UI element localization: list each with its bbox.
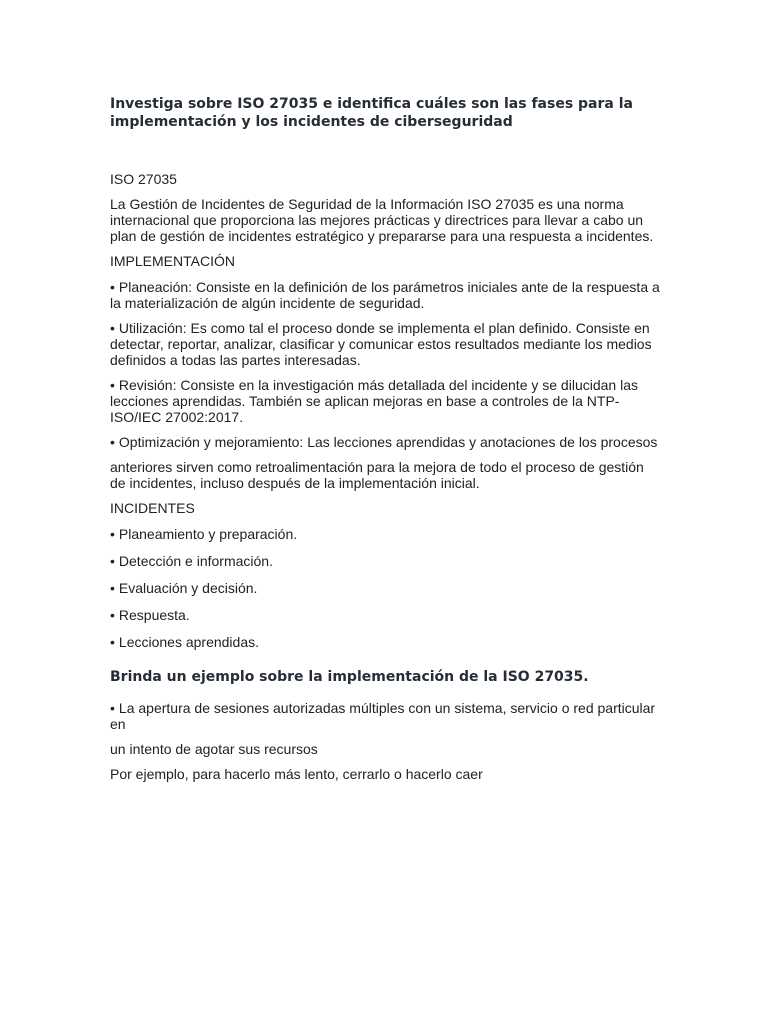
example-line-3: Por ejemplo, para hacerlo más lento, cerrarlo o hacerlo caer [110, 766, 483, 782]
implementation-item-text: Revisión: Consiste en la investigación más detallada del incidente y se dilucidan las lecciones aprendidas. También se aplican mejoras en base a controles de la NTP-ISO/IEC 27002:2017. [110, 377, 638, 425]
incident-item [110, 580, 662, 596]
example-bullet [110, 700, 662, 732]
incident-item-text: Respuesta. [118, 607, 190, 623]
incidents-label: INCIDENTES [110, 500, 195, 516]
intro-paragraph: La Gestión de Incidentes de Seguridad de la Información ISO 27035 es una norma internacional que proporciona las mejores prácticas y directrices para llevar a cabo un plan de gestión de incidentes estratégico y prepararse para una respuesta a incidentes. [110, 196, 654, 244]
incident-item [110, 526, 662, 542]
incident-item-text: Lecciones aprendidas. [118, 634, 260, 650]
incident-item-text: Planeamiento y preparación. [118, 526, 298, 542]
implementation-item-review [110, 377, 662, 425]
incident-item [110, 634, 662, 650]
incident-item [110, 607, 662, 623]
document-title: Investiga sobre ISO 27035 e identifica cuáles son las fases para la implementación y los incidentes de ciberseguridad [110, 96, 633, 130]
example-title: Brinda un ejemplo sobre la implementación de la ISO 27035. [110, 669, 589, 685]
iso-label: ISO 27035 [110, 171, 177, 187]
example-line-2: un intento de agotar sus recursos [110, 741, 318, 757]
implementation-label: IMPLEMENTACIÓN [110, 253, 235, 269]
incident-item [110, 553, 662, 569]
implementation-item-text: Optimización y mejoramiento: Las lecciones aprendidas y anotaciones de los procesos [118, 434, 658, 450]
incident-item-text: Evaluación y decisión. [118, 580, 258, 596]
implementation-item-optimization [110, 434, 662, 450]
example-bullet-text: La apertura de sesiones autorizadas múltiples con un sistema, servicio o red particular en [110, 700, 656, 732]
implementation-item-text: Utilización: Es como tal el proceso donde se implementa el plan definido. Consiste en detectar, reportar, analizar, clasificar y comunicar estos resultados mediante los medios definidos a todas las partes interesadas. [110, 320, 652, 368]
implementation-item-utilization [110, 320, 662, 368]
incident-item-text: Detección e información. [118, 553, 273, 569]
document-page [110, 95, 662, 791]
optimization-continuation: anteriores sirven como retroalimentación para la mejora de todo el proceso de gestión de incidentes, incluso después de la implementación inicial. [110, 459, 644, 491]
implementation-item-planning [110, 279, 662, 311]
implementation-item-text: Planeación: Consiste en la definición de los parámetros iniciales ante de la respuesta a la materialización de algún incidente de seguridad. [110, 279, 660, 311]
